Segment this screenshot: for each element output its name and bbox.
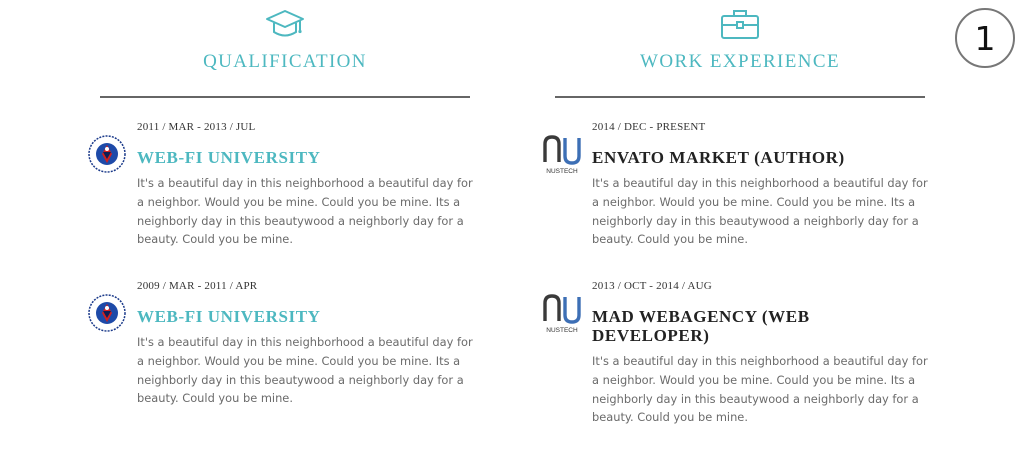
svg-text:NUSTECH: NUSTECH	[546, 327, 578, 334]
entry-date: 2009 / MAR - 2011 / APR	[137, 280, 258, 292]
entry-date: 2011 / MAR - 2013 / JUL	[137, 121, 256, 133]
svg-text:NUSTECH: NUSTECH	[546, 168, 578, 175]
work-experience-title: WORK EXPERIENCE	[640, 51, 840, 72]
nustech-logo	[540, 132, 584, 176]
entry-description: It's a beautiful day in this neighborhood a beautiful day for a neighbor. Would you be mine. Could you be mine. Its a neighborly day in this beautywood a neighborly day for a beauty. Could you be mine.	[592, 354, 928, 425]
entry-title: ENVATO MARKET (AUTHOR)	[592, 148, 845, 167]
graduation-cap-icon	[265, 8, 305, 40]
entry-title: MAD WEBAGENCY (WEB DEVELOPER)	[592, 307, 810, 345]
work-experience-header	[555, 0, 925, 98]
university-seal-logo	[85, 132, 129, 176]
qualification-section	[100, 0, 473, 406]
entry-title: WEB-FI UNIVERSITY	[137, 307, 321, 326]
work-experience-section	[546, 0, 928, 425]
entry-date: 2013 / OCT - 2014 / AUG	[592, 280, 712, 292]
entry-description: It's a beautiful day in this neighborhood a beautiful day for a neighbor. Would you be mine. Could you be mine. Its a neighborly day in this beautywood a neighborly day for a beauty. Could you be mine.	[137, 335, 473, 406]
entry-description: It's a beautiful day in this neighborhood a beautiful day for a neighbor. Would you be mine. Could you be mine. Its a neighborly day in this beautywood a neighborly day for a beauty. Could you be mine.	[592, 176, 928, 247]
university-seal-logo	[85, 291, 129, 335]
page-number-badge: 1	[955, 8, 1015, 68]
entry-title: WEB-FI UNIVERSITY	[137, 148, 321, 167]
nustech-logo	[540, 291, 584, 335]
entry-description: It's a beautiful day in this neighborhood a beautiful day for a neighbor. Would you be mine. Could you be mine. Its a neighborly day in this beautywood a neighborly day for a beauty. Could you be mine.	[137, 176, 473, 247]
briefcase-icon	[720, 8, 760, 40]
qualification-header	[100, 0, 470, 98]
qualification-title: QUALIFICATION	[203, 51, 367, 72]
entry-date: 2014 / DEC - PRESENT	[592, 121, 706, 133]
